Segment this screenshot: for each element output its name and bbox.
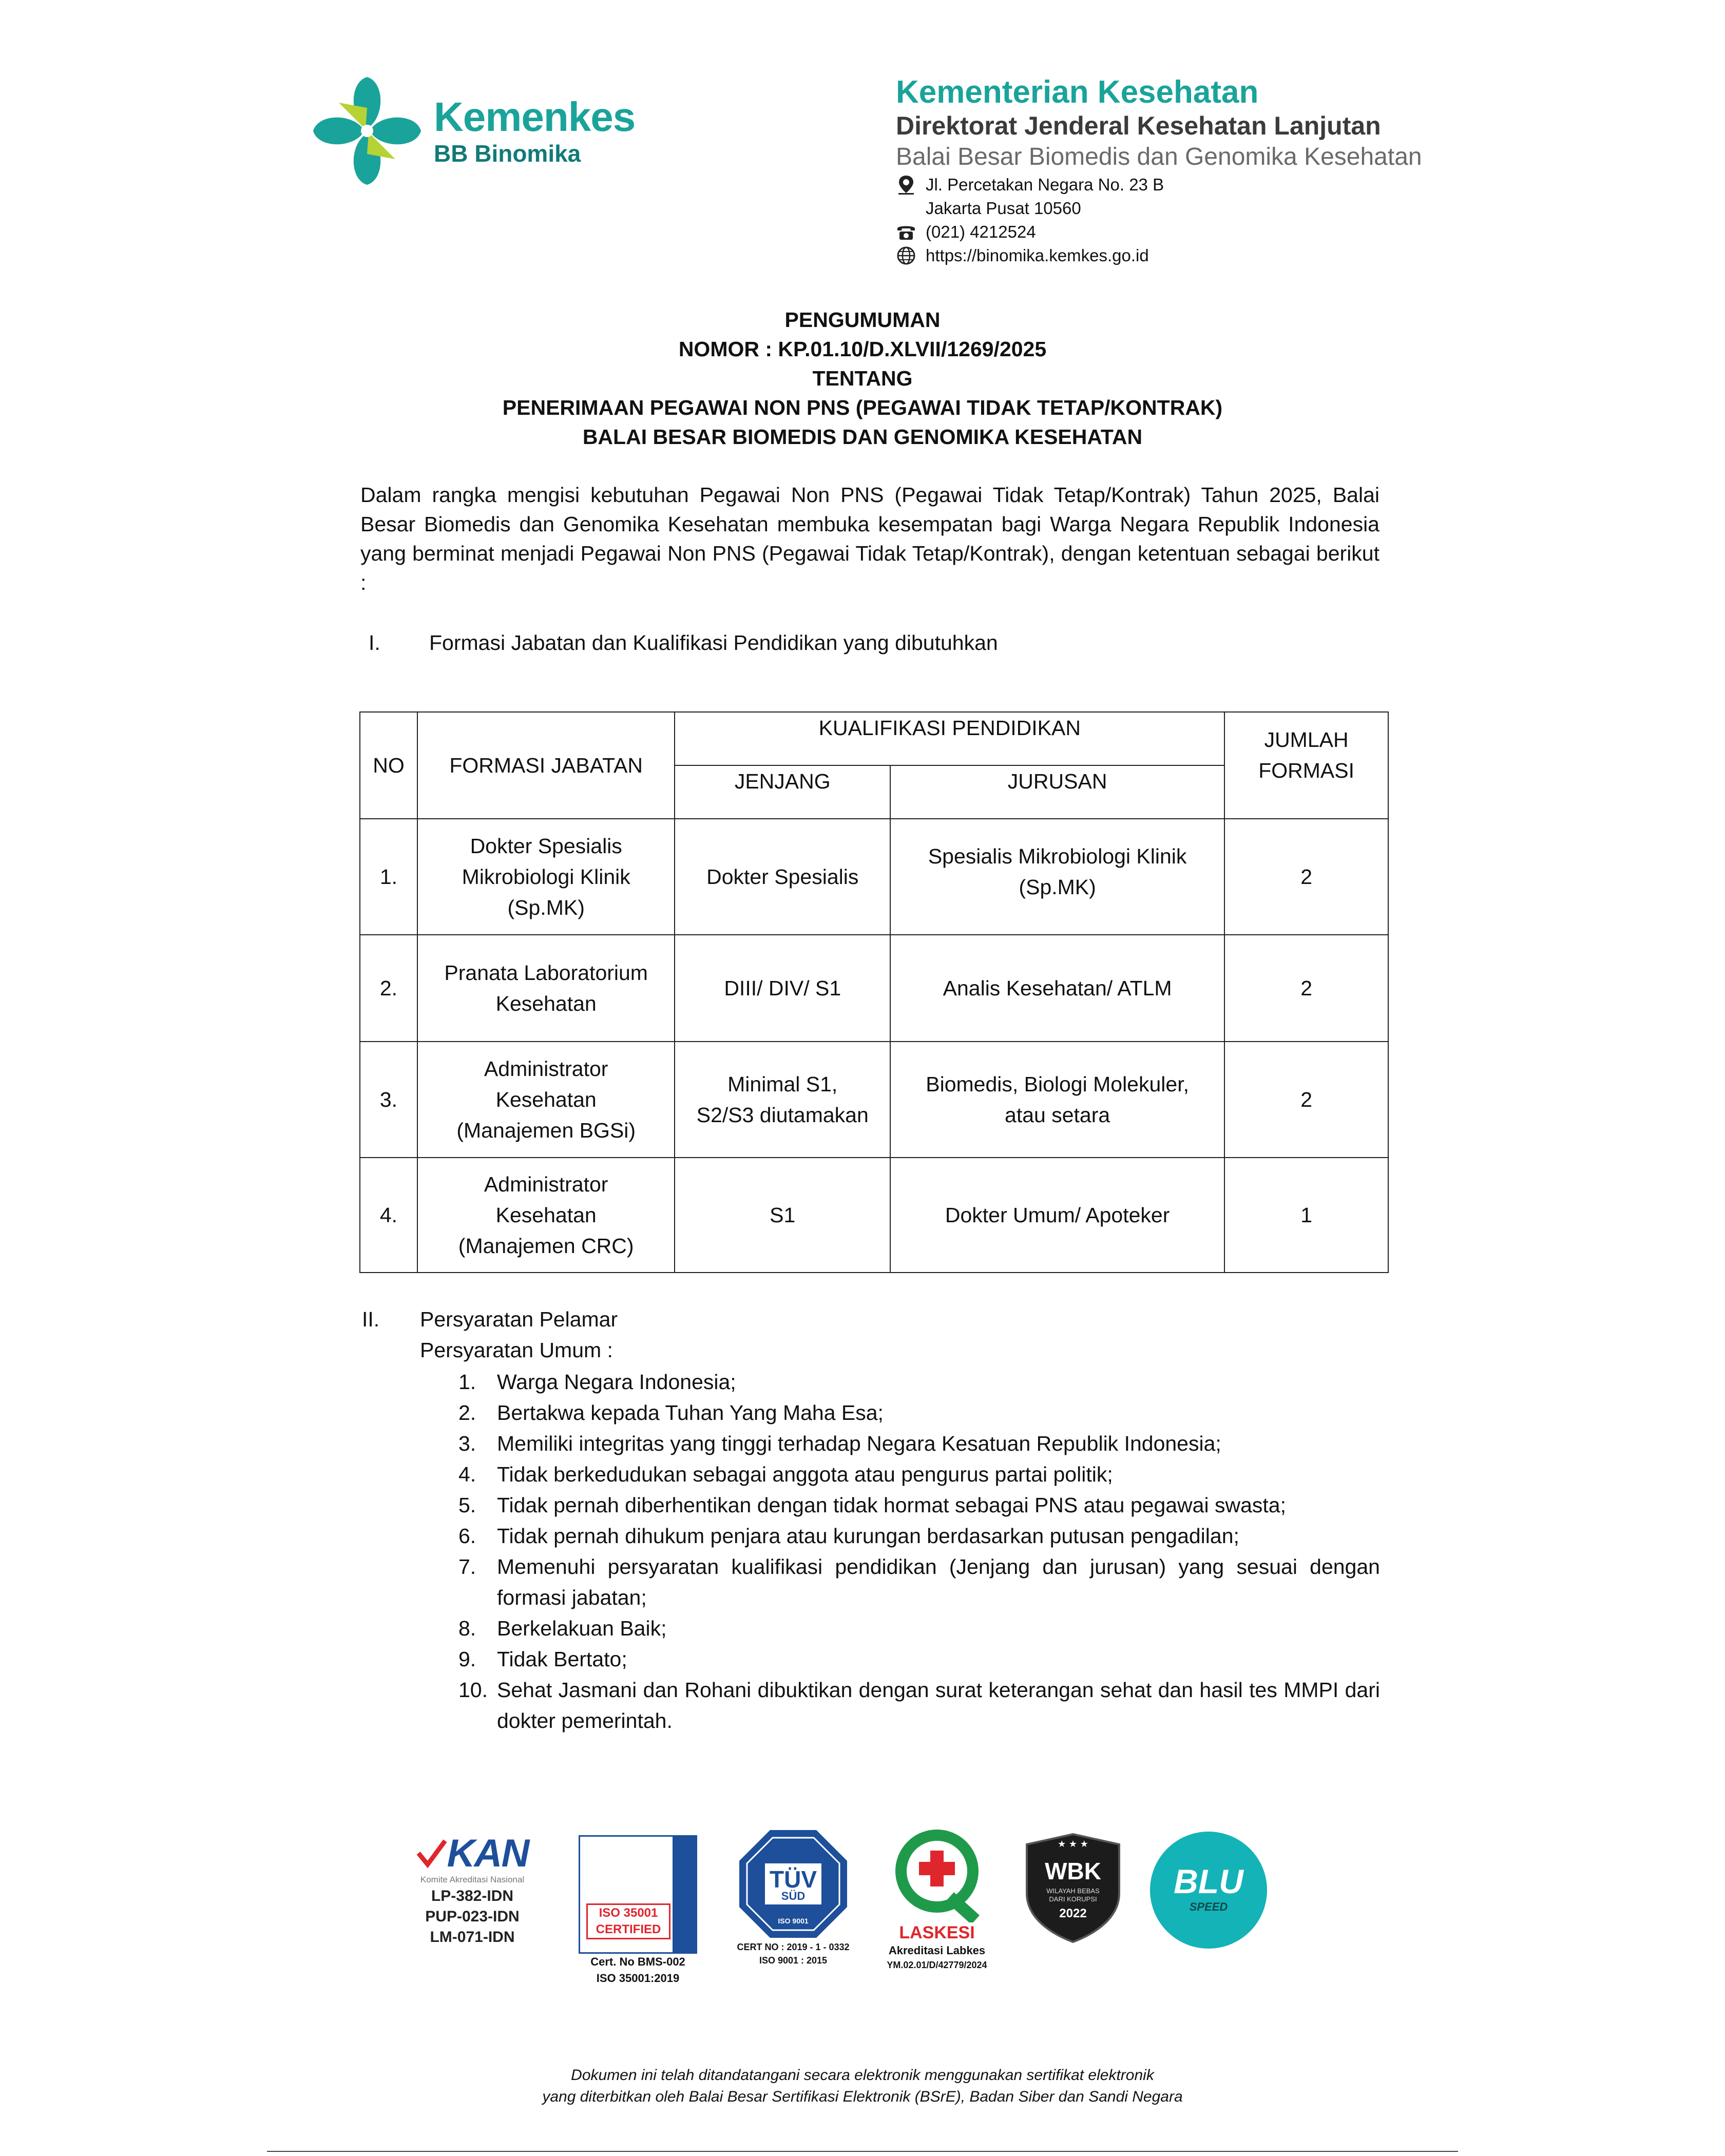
row-4-jumlah: 1	[1224, 1158, 1388, 1273]
blu-speed-text: SPEED	[1189, 1900, 1228, 1913]
list-item-text: Tidak pernah diberhentikan dengan tidak hormat sebagai PNS atau pegawai swasta;	[497, 1493, 1286, 1517]
row-3-formasi	[417, 1042, 675, 1158]
requirements-list	[420, 1366, 1380, 1736]
list-item	[420, 1674, 1380, 1736]
kan-logo-text: KAN	[447, 1831, 529, 1875]
row-1-jenjang-line: Dokter Spesialis	[706, 865, 859, 889]
address-line-2: Jakarta Pusat 10560	[926, 199, 1081, 218]
row-2-jurusan	[890, 935, 1224, 1042]
iso-35001-std: ISO 35001:2019	[596, 1972, 680, 1985]
row-1-jurusan-line: Spesialis Mikrobiologi Klinik	[928, 844, 1187, 868]
section-2-subtitle: Persyaratan Umum :	[420, 1338, 613, 1362]
header-jumlah-line-2: FORMASI	[1258, 759, 1354, 782]
website-line	[896, 244, 1486, 267]
list-item	[420, 1613, 1380, 1644]
kemenkes-flower-icon	[308, 72, 426, 190]
svg-text:★ ★ ★: ★ ★ ★	[1058, 1839, 1088, 1850]
section-1-title: Formasi Jabatan dan Kualifikasi Pendidikan yang dibutuhkan	[429, 631, 998, 654]
header-jenjang: JENJANG	[675, 765, 890, 819]
row-2-no: 2.	[360, 935, 417, 1042]
list-item-number: 4.	[458, 1462, 476, 1486]
list-item-text: Tidak berkedudukan sebagai anggota atau pengurus partai politik;	[497, 1462, 1113, 1486]
directorate-name: Direktorat Jenderal Kesehatan Lanjutan	[896, 111, 1381, 140]
row-1-formasi-line: Dokter Spesialis	[470, 834, 622, 858]
iso-35001-cert-no: Cert. No BMS-002	[590, 1955, 685, 1968]
wbk-badge	[1022, 1832, 1124, 1945]
list-item-text: Tidak pernah dihukum penjara atau kurungan berdasarkan putusan pengadilan;	[497, 1524, 1239, 1548]
laskesi-badge	[873, 1825, 1001, 1972]
list-item-number: 1.	[458, 1370, 476, 1394]
row-4-jenjang-line: S1	[770, 1203, 796, 1227]
kan-check-icon	[416, 1838, 447, 1869]
laskesi-cert-no: YM.02.01/D/42779/2024	[887, 1960, 987, 1970]
laskesi-q-icon	[888, 1825, 986, 1922]
row-4-no: 4.	[360, 1158, 417, 1273]
list-item-number: 3.	[458, 1432, 476, 1455]
list-item	[420, 1459, 1380, 1490]
list-item-number: 5.	[458, 1493, 476, 1517]
title-line-3: TENTANG	[812, 367, 913, 390]
row-3-jurusan-line: Biomedis, Biologi Molekuler,	[926, 1072, 1189, 1096]
footer-line-1: Dokumen ini telah ditandatangani secara elektronik menggunakan sertifikat elektronik	[571, 2067, 1154, 2084]
list-item	[420, 1551, 1380, 1613]
section-1-heading	[369, 628, 1344, 659]
row-2-jurusan-line: Analis Kesehatan/ ATLM	[943, 976, 1172, 1000]
phone-line	[896, 220, 1486, 244]
footer-divider	[267, 2151, 1458, 2152]
laskesi-accreditation: Akreditasi Labkes	[888, 1944, 986, 1957]
list-item	[420, 1490, 1380, 1520]
row-3-jurusan-line: atau setara	[1005, 1103, 1110, 1127]
row-4-formasi	[417, 1158, 675, 1273]
table-row	[360, 1158, 1388, 1273]
tuv-logo-text: TÜV	[770, 1866, 817, 1893]
row-1-formasi-line: (Sp.MK)	[507, 896, 585, 919]
row-3-jenjang-line: S2/S3 diutamakan	[696, 1103, 869, 1127]
tuv-badge	[719, 1827, 868, 1967]
row-3-jenjang-line: Minimal S1,	[727, 1072, 838, 1096]
table-row	[360, 819, 1388, 935]
list-item-number: 2.	[458, 1401, 476, 1424]
kan-code-2: PUP-023-IDN	[425, 1908, 520, 1925]
wbk-sub-2: DARI KORUPSI	[1049, 1895, 1097, 1903]
globe-icon	[896, 246, 916, 265]
address-line-1-text: Jl. Percetakan Negara No. 23 B	[926, 175, 1164, 194]
row-3-jurusan	[890, 1042, 1224, 1158]
logo-unit-text: BB Binomika	[434, 140, 581, 167]
list-item-text: Warga Negara Indonesia;	[497, 1370, 736, 1394]
title-line-4: PENERIMAAN PEGAWAI NON PNS (PEGAWAI TIDAK TETAP/KONTRAK)	[502, 396, 1223, 419]
intro-paragraph: Dalam rangka mengisi kebutuhan Pegawai Non PNS (Pegawai Tidak Tetap/Kontrak) Tahun 2025, Balai Besar Biomedis dan Genomika Kesehatan membuka kesempatan bagi Warga Negara Republik Indonesia yang berminat menjadi Pegawai Non PNS (Pegawai Tidak Tetap/Kontrak), dengan ketentuan sebagai berikut :	[360, 483, 1379, 594]
tuv-iso-std: ISO 9001 : 2015	[759, 1955, 828, 1966]
tuv-iso-label: ISO 9001	[778, 1917, 809, 1925]
header-jurusan: JURUSAN	[890, 765, 1224, 819]
section-2-title: Persyaratan Pelamar	[420, 1307, 618, 1331]
wbk-logo-text: WBK	[1045, 1858, 1101, 1884]
row-1-formasi	[417, 819, 675, 935]
list-item-text: Tidak Bertato;	[497, 1647, 627, 1671]
header-formasi: FORMASI JABATAN	[417, 712, 675, 819]
kan-code-3: LM-071-IDN	[430, 1929, 515, 1946]
row-2-formasi-line: Kesehatan	[495, 992, 597, 1015]
iso-35001-certified-label: CERTIFIED	[596, 1922, 661, 1936]
table-header-row-1	[360, 712, 1388, 765]
header-no: NO	[360, 712, 417, 819]
esign-footer	[0, 2065, 1725, 2108]
row-3-formasi-line: Kesehatan	[495, 1088, 597, 1111]
wbk-sub-1: WILAYAH BEBAS	[1046, 1887, 1100, 1895]
phone-icon	[896, 223, 916, 241]
row-4-formasi-line: (Manajemen CRC)	[458, 1234, 634, 1258]
iso-35001-certificate	[579, 1835, 697, 1954]
kemenkes-logo	[308, 72, 637, 190]
section-2-number: II.	[362, 1307, 380, 1331]
list-item-text: Berkelakuan Baik;	[497, 1616, 667, 1640]
kan-badge	[395, 1833, 549, 1948]
footer-line-2: yang diterbitkan oleh Balai Besar Sertifikasi Elektronik (BSrE), Badan Siber dan Sandi Negara	[542, 2088, 1183, 2105]
list-item-number: 9.	[458, 1647, 476, 1671]
website-text[interactable]: https://binomika.kemkes.go.id	[926, 246, 1149, 265]
title-line-5: BALAI BESAR BIOMEDIS DAN GENOMIKA KESEHATAN	[582, 425, 1143, 449]
row-2-formasi	[417, 935, 675, 1042]
list-item-number: 8.	[458, 1616, 476, 1640]
section-1-number: I.	[369, 631, 380, 654]
header-jumlah-line-1: JUMLAH	[1264, 728, 1349, 752]
row-1-jumlah: 2	[1224, 819, 1388, 935]
row-3-jumlah: 2	[1224, 1042, 1388, 1158]
table-row	[360, 1042, 1388, 1158]
blu-logo-text: BLU	[1174, 1862, 1243, 1900]
row-4-jenjang	[675, 1158, 890, 1273]
list-item	[420, 1644, 1380, 1674]
row-1-jurusan-line: (Sp.MK)	[1019, 875, 1096, 899]
title-line-1: PENGUMUMAN	[784, 308, 941, 332]
row-2-jenjang	[675, 935, 890, 1042]
address-line-1	[896, 173, 1486, 197]
laskesi-name: LASKESI	[899, 1923, 975, 1942]
list-item-text: Sehat Jasmani dan Rohani dibuktikan dengan surat keterangan sehat dan hasil tes MMPI dari dokter pemerintah.	[497, 1678, 1380, 1732]
row-1-jenjang	[675, 819, 890, 935]
table-row	[360, 935, 1388, 1042]
row-1-jurusan	[890, 819, 1224, 935]
row-3-no: 3.	[360, 1042, 417, 1158]
document-title	[0, 305, 1725, 452]
list-item-text: Memiliki integritas yang tinggi terhadap Negara Kesatuan Republik Indonesia;	[497, 1432, 1221, 1455]
kan-subtitle: Komite Akreditasi Nasional	[420, 1875, 525, 1884]
wbk-year: 2022	[1059, 1907, 1087, 1920]
list-item-text: Memenuhi persyaratan kualifikasi pendidikan (Jenjang dan jurusan) yang sesuai dengan formasi jabatan;	[497, 1555, 1380, 1609]
list-item-number: 7.	[458, 1555, 476, 1578]
row-2-jenjang-line: DIII/ DIV/ S1	[724, 976, 841, 1000]
header-kualifikasi: KUALIFIKASI PENDIDIKAN	[675, 712, 1224, 765]
location-pin-icon	[896, 175, 916, 195]
row-1-formasi-line: Mikrobiologi Klinik	[462, 865, 630, 889]
row-2-jumlah: 2	[1224, 935, 1388, 1042]
list-item-text: Bertakwa kepada Tuhan Yang Maha Esa;	[497, 1401, 884, 1424]
row-4-jurusan-line: Dokter Umum/ Apoteker	[945, 1203, 1170, 1227]
list-item	[420, 1428, 1380, 1459]
row-1-no: 1.	[360, 819, 417, 935]
row-3-formasi-line: Administrator	[484, 1057, 608, 1081]
row-3-jenjang	[675, 1042, 890, 1158]
blu-badge	[1150, 1832, 1267, 1949]
phone-text: (021) 4212524	[926, 222, 1036, 241]
header-jumlah	[1224, 712, 1388, 819]
list-item	[420, 1366, 1380, 1397]
tuv-cert-no: CERT NO : 2019 - 1 - 0332	[737, 1942, 850, 1952]
title-line-2: NOMOR : KP.01.10/D.XLVII/1269/2025	[678, 337, 1047, 361]
iso-35001-badge	[578, 1835, 698, 1987]
section-2-heading	[362, 1305, 1337, 1336]
kan-code-1: LP-382-IDN	[431, 1888, 514, 1904]
iso-35001-label: ISO 35001	[599, 1906, 658, 1920]
ministry-name: Kementerian Kesehatan	[896, 74, 1259, 110]
tuv-sud-text: SÜD	[781, 1890, 806, 1902]
row-4-formasi-line: Kesehatan	[495, 1203, 597, 1227]
row-2-formasi-line: Pranata Laboratorium	[444, 961, 648, 985]
list-item-number: 6.	[458, 1524, 476, 1548]
list-item	[420, 1397, 1380, 1428]
list-item	[420, 1520, 1380, 1551]
institution-name: Balai Besar Biomedis dan Genomika Kesehatan	[896, 143, 1422, 170]
letterhead-block	[896, 74, 1486, 267]
row-3-formasi-line: (Manajemen BGSi)	[456, 1119, 636, 1142]
formation-table	[359, 711, 1389, 1273]
logo-brand-text: Kemenkes	[434, 94, 636, 140]
row-4-jurusan	[890, 1158, 1224, 1273]
list-item-number: 10.	[458, 1678, 488, 1702]
row-4-formasi-line: Administrator	[484, 1172, 608, 1196]
